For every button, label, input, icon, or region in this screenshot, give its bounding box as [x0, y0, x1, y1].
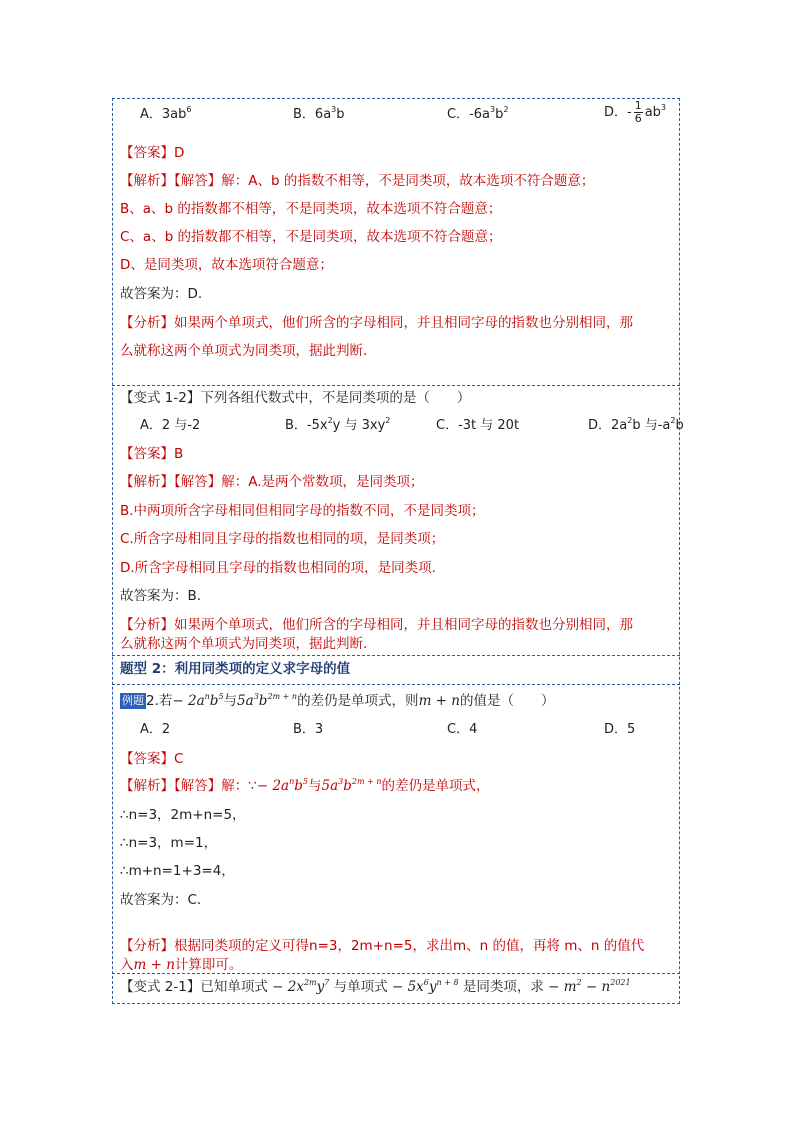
- question-title: 【变式 2-1】已知单项式 − $2x^{2m}y^7$ 与单项式 − $5x^6y^{n + 8}$ 是同类项，求 − $m^2 - n^{2021}$: [120, 978, 631, 995]
- analysis-line: C、a、b 的指数都不相等，不是同类项，故本选项不符合题意；: [120, 229, 502, 245]
- option-a: A．2 与-2: [140, 418, 201, 433]
- fenxi-line: 【分析】如果两个单项式，他们所含的字母相同，并且相同字母的指数也分别相同，那: [120, 617, 633, 633]
- analysis-line: B.中两项所含字母相同但相同字母的指数不同，不是同类项；: [120, 503, 485, 519]
- analysis-line: D、是同类项，故本选项符合题意；: [120, 257, 333, 273]
- fenxi-line: 入m + n计算即可。: [120, 957, 243, 973]
- conclusion-line: 故答案为：B.: [120, 588, 202, 604]
- fenxi-line: 【分析】如果两个单项式，他们所含的字母相同，并且相同字母的指数也分别相同，那: [120, 315, 633, 331]
- option-b: B．3: [293, 722, 324, 737]
- analysis-line: 【解析】【解答】解：A.是两个常数项，是同类项；: [120, 474, 424, 490]
- option-c: C．-3t 与 20t: [436, 418, 520, 433]
- question-title: 【变式 1-2】下列各组代数式中，不是同类项的是（ ）: [120, 390, 471, 406]
- step-line: ∴n=3，m=1，: [120, 835, 218, 851]
- example-badge: 例题: [122, 694, 144, 707]
- answer-line: 【答案】B: [120, 446, 184, 462]
- option-d: D．- $\frac{1}{6}$ $ab^3$: [604, 99, 667, 125]
- conclusion-line: 故答案为：C.: [120, 892, 202, 908]
- analysis-line: B、a、b 的指数都不相等，不是同类项，故本选项不符合题意；: [120, 201, 502, 217]
- fenxi-line: 【分析】根据同类项的定义可得n=3，2m+n=5，求出m、n 的值，再将 m、n 的值代: [120, 938, 645, 954]
- conclusion-line: 故答案为：D.: [120, 286, 203, 302]
- fenxi-line: 么就称这两个单项式为同类项，据此判断.: [120, 636, 368, 652]
- analysis-line: C.所含字母相同且字母的指数也相同的项，是同类项；: [120, 531, 445, 547]
- option-b: B．$-5x^2y$ 与 $3xy^2$: [285, 416, 391, 433]
- option-b: B．$6a^3b$: [293, 105, 345, 122]
- section-heading: 题型 2：利用同类项的定义求字母的值: [120, 661, 351, 677]
- option-a: A．2: [140, 722, 171, 737]
- question-stem: 例题 2.若− $2a^nb^5$与$5a^3b^{2m + n}$的差仍是单项式，则m + n的值是（ ）: [122, 692, 555, 709]
- analysis-line: 【解析】【解答】解：∵− $2a^nb^5$与$5a^3b^{2m + n}$的差仍是单项式，: [120, 777, 490, 794]
- fenxi-line: 么就称这两个单项式为同类项，据此判断.: [120, 343, 368, 359]
- analysis-line: 【解析】【解答】解：A、b 的指数不相等，不是同类项，故本选项不符合题意；: [120, 173, 595, 189]
- answer-line: 【答案】D: [120, 145, 185, 161]
- step-line: ∴m+n=1+3=4，: [120, 863, 235, 879]
- analysis-line: D.所含字母相同且字母的指数也相同的项，是同类项.: [120, 560, 436, 576]
- option-c: C．$-6a^3b^2$: [447, 105, 509, 122]
- section-divider: [112, 655, 680, 656]
- option-c: C．4: [447, 722, 478, 737]
- option-d: D．$2a^2b$ 与$-a^2b$: [588, 416, 684, 433]
- step-line: ∴n=3，2m+n=5，: [120, 807, 246, 823]
- fraction: $\frac{1}{6}$: [634, 99, 642, 125]
- answer-line: 【答案】C: [120, 751, 184, 767]
- section-divider: [112, 385, 680, 386]
- option-d: D．5: [604, 722, 636, 737]
- section-divider: [112, 973, 680, 974]
- section-divider: [112, 684, 680, 685]
- option-a: A．$3ab^6$: [140, 105, 192, 122]
